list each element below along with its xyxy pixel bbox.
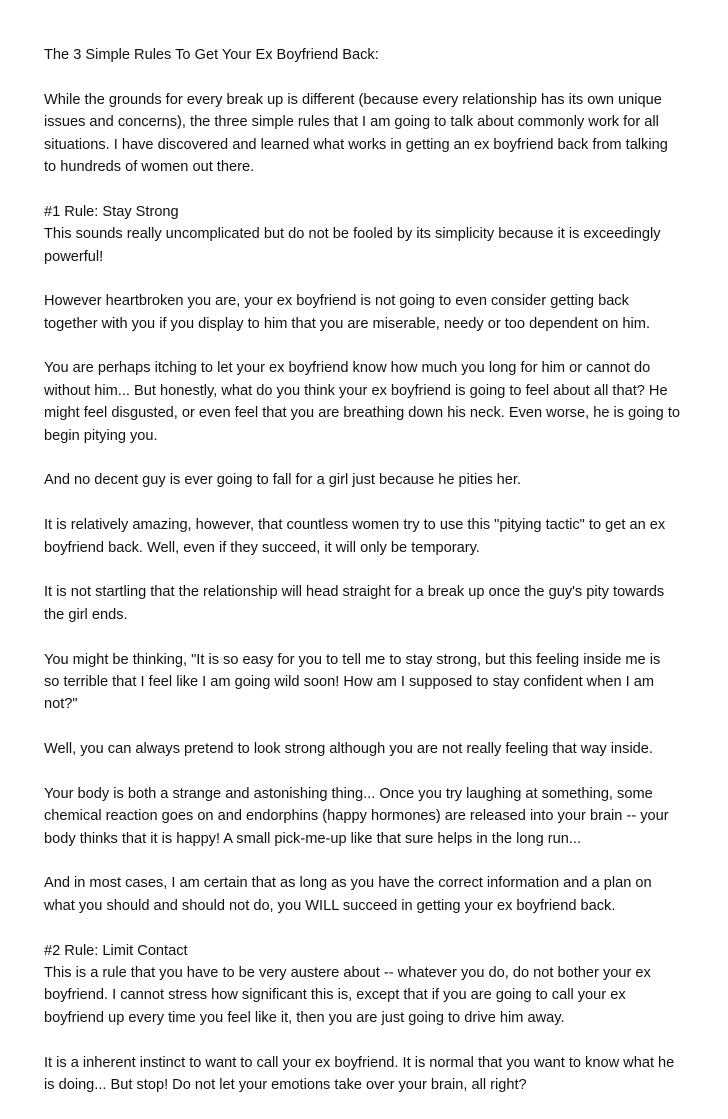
paragraph-line: It is not startling that the relationship will head straight for a break up once the guy's pity towards bbox=[44, 584, 665, 601]
document-body bbox=[44, 89, 694, 1097]
paragraph-line: issues and concerns), the three simple rules that I am going to talk about commonly work for all bbox=[44, 114, 659, 131]
paragraph bbox=[44, 940, 694, 1030]
paragraph bbox=[44, 201, 694, 268]
paragraph bbox=[44, 649, 694, 716]
paragraph bbox=[44, 872, 694, 917]
paragraph-line: together with you if you display to him that you are miserable, needy or too dependent on him. bbox=[44, 315, 650, 332]
paragraph-line: Your body is both a strange and astonishing thing... Once you try laughing at something, some bbox=[44, 785, 653, 802]
paragraph bbox=[44, 783, 694, 850]
document-title-text: The 3 Simple Rules To Get Your Ex Boyfriend Back: bbox=[44, 47, 379, 63]
paragraph bbox=[44, 290, 694, 335]
paragraph-line: boyfriend up every time you feel like it, then you are just going to drive him away. bbox=[44, 1009, 565, 1026]
paragraph bbox=[44, 357, 694, 447]
paragraph-line: You might be thinking, "It is so easy for you to tell me to stay strong, but this feeling inside me is bbox=[44, 651, 661, 668]
paragraph-line: situations. I have discovered and learned what works in getting an ex boyfriend back from talking bbox=[44, 136, 668, 153]
paragraph-line: chemical reaction goes on and endorphins (happy hormones) are released into your brain -- your bbox=[44, 808, 669, 825]
paragraph-line: begin pitying you. bbox=[44, 427, 158, 444]
paragraph-line: body thinks that it is happy! A small pick-me-up like that sure helps in the long run... bbox=[44, 830, 582, 847]
paragraph-line: might feel disgusted, or even feel that you are breathing down his neck. Even worse, he is going to bbox=[44, 405, 681, 422]
paragraph-line: #1 Rule: Stay Strong bbox=[44, 203, 179, 220]
document-page bbox=[44, 44, 694, 1119]
paragraph-line: This is a rule that you have to be very austere about -- whatever you do, do not bother your ex bbox=[44, 965, 651, 982]
paragraph-line: powerful! bbox=[44, 248, 104, 265]
paragraph-line: boyfriend back. Well, even if they succeed, it will only be temporary. bbox=[44, 539, 480, 556]
paragraph-line: While the grounds for every break up is different (because every relationship has its own unique bbox=[44, 91, 662, 108]
paragraph-line: without him... But honestly, what do you think your ex boyfriend is going to feel about all that? He bbox=[44, 382, 668, 399]
paragraph-line: However heartbroken you are, your ex boyfriend is not going to even consider getting back bbox=[44, 293, 629, 310]
document-title bbox=[44, 44, 694, 66]
paragraph-line: the girl ends. bbox=[44, 606, 128, 623]
paragraph-line: And in most cases, I am certain that as long as you have the correct information and a plan on bbox=[44, 875, 652, 892]
paragraph-line: to hundreds of women out there. bbox=[44, 158, 255, 175]
paragraph-line: not?" bbox=[44, 696, 78, 713]
paragraph-line: is doing... But stop! Do not let your emotions take over your brain, all right? bbox=[44, 1076, 527, 1093]
paragraph bbox=[44, 738, 694, 760]
paragraph-line: This sounds really uncomplicated but do not be fooled by its simplicity because it is exceedingly bbox=[44, 226, 661, 243]
paragraph-line: It is a inherent instinct to want to call your ex boyfriend. It is normal that you want to know what he bbox=[44, 1054, 675, 1071]
paragraph-line: You are perhaps itching to let your ex boyfriend know how much you long for him or cannot do bbox=[44, 360, 651, 377]
paragraph bbox=[44, 581, 694, 626]
paragraph-line: It is relatively amazing, however, that countless women try to use this "pitying tactic" to get an ex bbox=[44, 517, 666, 534]
paragraph bbox=[44, 514, 694, 559]
paragraph bbox=[44, 469, 694, 491]
paragraph-line: so terrible that I feel like I am going wild soon! How am I supposed to stay confident when I am bbox=[44, 673, 655, 690]
paragraph-line: Well, you can always pretend to look strong although you are not really feeling that way inside. bbox=[44, 741, 653, 758]
paragraph-line: boyfriend. I cannot stress how significant this is, except that if you are going to call your ex bbox=[44, 987, 626, 1004]
paragraph-line: #2 Rule: Limit Contact bbox=[44, 942, 188, 959]
paragraph bbox=[44, 1052, 694, 1097]
paragraph bbox=[44, 89, 694, 179]
paragraph-line: what you should and should not do, you WILL succeed in getting your ex boyfriend back. bbox=[44, 897, 616, 914]
paragraph-line: And no decent guy is ever going to fall for a girl just because he pities her. bbox=[44, 472, 522, 489]
